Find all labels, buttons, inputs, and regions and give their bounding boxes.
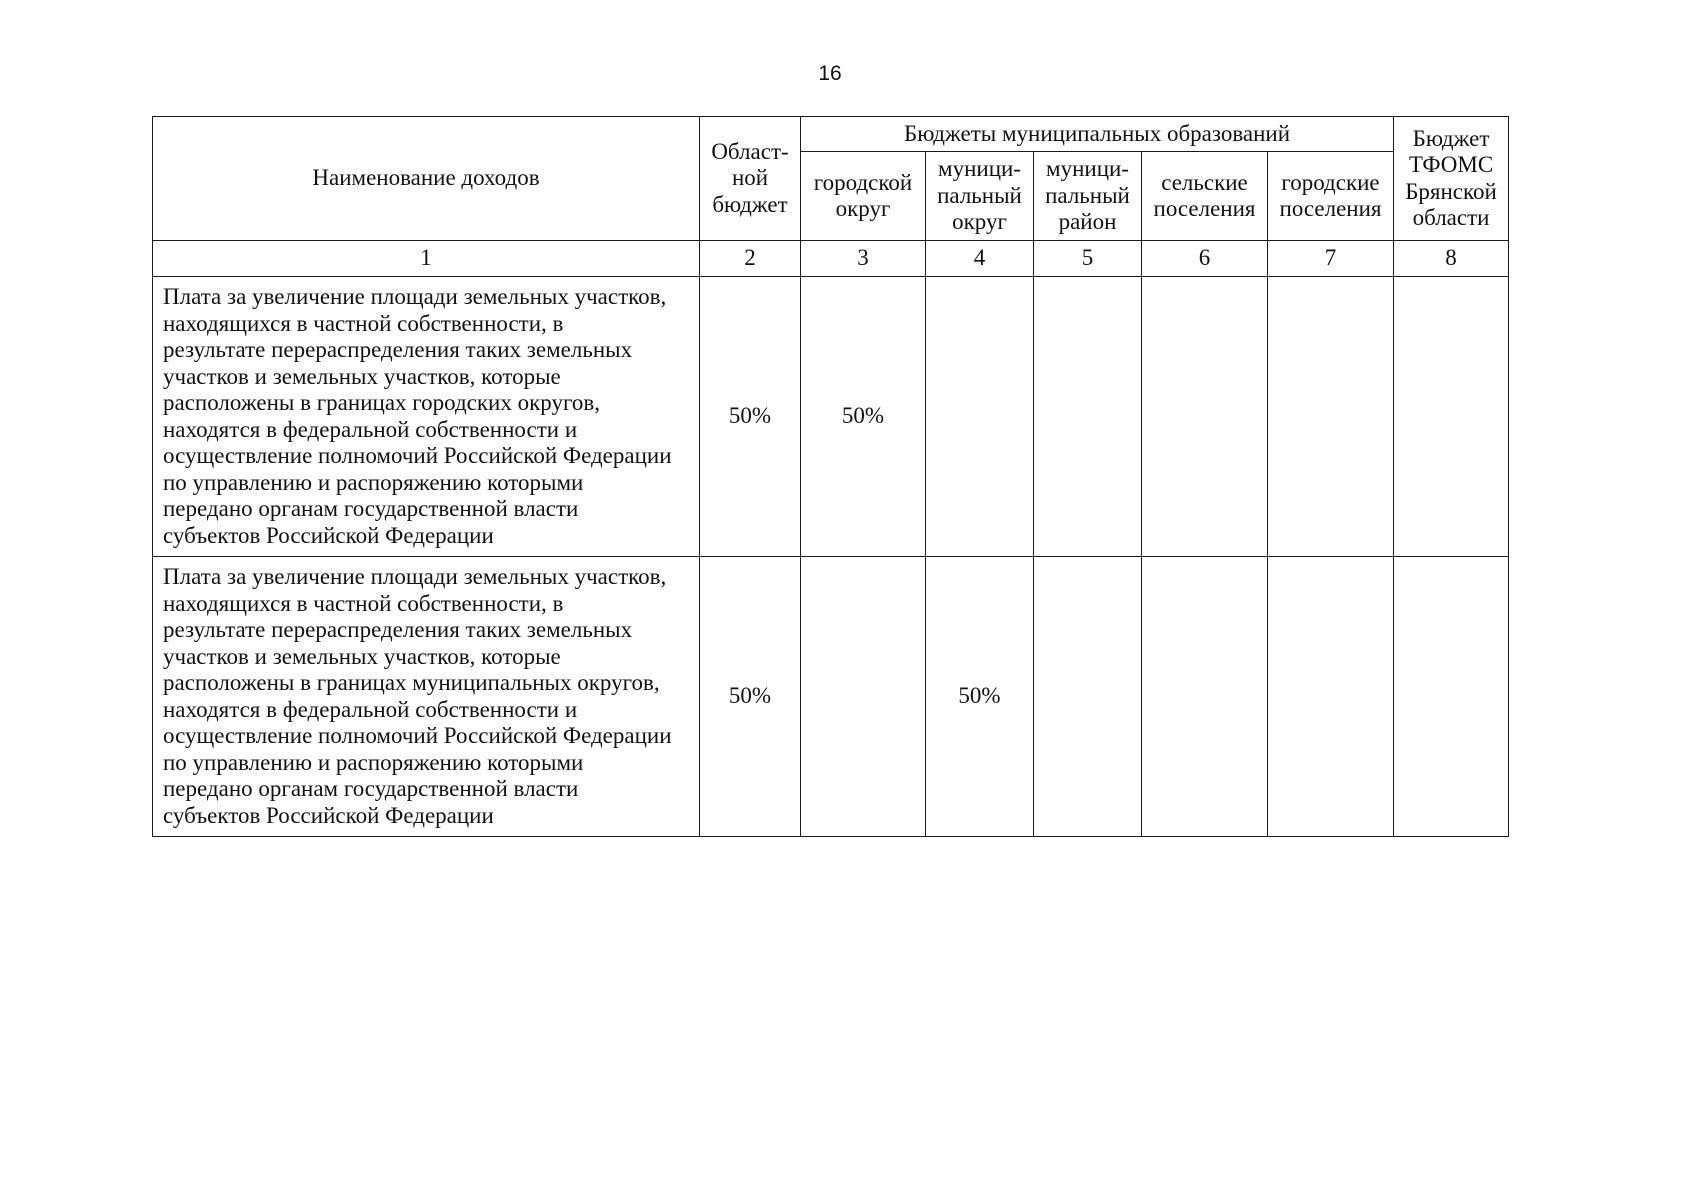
value-cell (1268, 277, 1394, 557)
header-sub-line: муници- (938, 156, 1021, 182)
value-cell (1034, 277, 1142, 557)
description-line: передано органам государственной власти (163, 496, 579, 521)
header-sub-line: муници- (1046, 156, 1129, 182)
description-line: по управлению и распоряжению которыми (163, 469, 584, 495)
header-municipal-district (926, 152, 1034, 241)
description-line: находятся в федеральной собственности и (163, 696, 578, 722)
header-sub-line: поселения (1279, 196, 1382, 221)
header-sub-line: округ (835, 196, 891, 221)
value-cell (1142, 557, 1268, 837)
header-rural-settlements (1142, 152, 1268, 241)
value-cell (1034, 557, 1142, 837)
column-number: 5 (1034, 241, 1142, 277)
description-line: результате перераспределения таких земельных (163, 337, 633, 362)
table-row (153, 277, 1509, 557)
header-tfoms-line: ТФОМС (1408, 152, 1494, 177)
description-line: Плата за увеличение площади земельных участков, (163, 564, 667, 589)
header-sub-line: городские (1281, 169, 1380, 195)
description-line: находятся в федеральной собственности и (163, 416, 578, 442)
column-number: 4 (926, 241, 1034, 277)
value-cell (1394, 277, 1509, 557)
header-urban-settlements (1268, 152, 1394, 241)
table-row (153, 557, 1509, 837)
value-cell (926, 277, 1034, 557)
value-cell: 50% (801, 277, 926, 557)
value-cell (1142, 277, 1268, 557)
header-sub-line: поселения (1153, 196, 1256, 221)
header-municipal-area (1034, 152, 1142, 241)
description-line: находящихся в частной собственности, в (163, 310, 564, 336)
description-line: осуществление полномочий Российской Федерации (163, 723, 672, 748)
column-number: 8 (1394, 241, 1509, 277)
header-sub-line: округ (952, 209, 1007, 235)
value-cell: 50% (700, 557, 801, 837)
column-number: 6 (1142, 241, 1268, 277)
description-line: Плата за увеличение площади земельных участков, (163, 284, 667, 309)
header-tfoms-line: Бюджет (1412, 125, 1490, 151)
description-line: расположены в границах муниципальных округов, (163, 670, 660, 695)
description-line: результате перераспределения таких земельных (163, 617, 633, 642)
column-number: 1 (153, 241, 700, 277)
header-revenue-name: Наименование доходов (153, 117, 700, 241)
value-cell: 50% (700, 277, 801, 557)
description-line: участков и земельных участков, которые (163, 643, 561, 669)
header-sub-line: пальный (1045, 182, 1130, 208)
description-line: субъектов Российской Федерации (163, 802, 494, 828)
header-regional-line: ной (731, 165, 769, 191)
header-regional-line: бюджет (712, 191, 788, 217)
value-cell (1268, 557, 1394, 837)
value-cell (801, 557, 926, 837)
value-cell (1394, 557, 1509, 837)
description-line: участков и земельных участков, которые (163, 363, 561, 389)
value-cell: 50% (926, 557, 1034, 837)
revenue-description (153, 557, 700, 837)
header-municipal-budgets: Бюджеты муниципальных образований (801, 117, 1394, 152)
description-line: находящихся в частной собственности, в (163, 590, 564, 616)
description-line: передано органам государственной власти (163, 776, 579, 801)
description-line: субъектов Российской Федерации (163, 522, 494, 548)
page-number: 16 (818, 62, 842, 85)
column-number: 3 (801, 241, 926, 277)
header-tfoms-line: Брянской (1405, 178, 1497, 204)
header-regional-budget (700, 117, 801, 241)
header-regional-line: Област- (711, 138, 789, 164)
header-sub-line: сельские (1161, 169, 1248, 195)
column-number: 7 (1268, 241, 1394, 277)
header-sub-line: пальный (937, 182, 1022, 208)
description-line: по управлению и распоряжению которыми (163, 749, 584, 775)
description-line: осуществление полномочий Российской Федерации (163, 443, 672, 468)
header-sub-line: городской (813, 169, 913, 195)
column-number-row (153, 241, 1509, 277)
header-tfoms-budget (1394, 117, 1509, 241)
header-city-district (801, 152, 926, 241)
revenue-distribution-table (152, 116, 1509, 837)
header-tfoms-line: области (1412, 205, 1490, 230)
header-sub-line: район (1058, 209, 1117, 235)
description-line: расположены в границах городских округов, (163, 390, 600, 415)
revenue-description (153, 277, 700, 557)
column-number: 2 (700, 241, 801, 277)
